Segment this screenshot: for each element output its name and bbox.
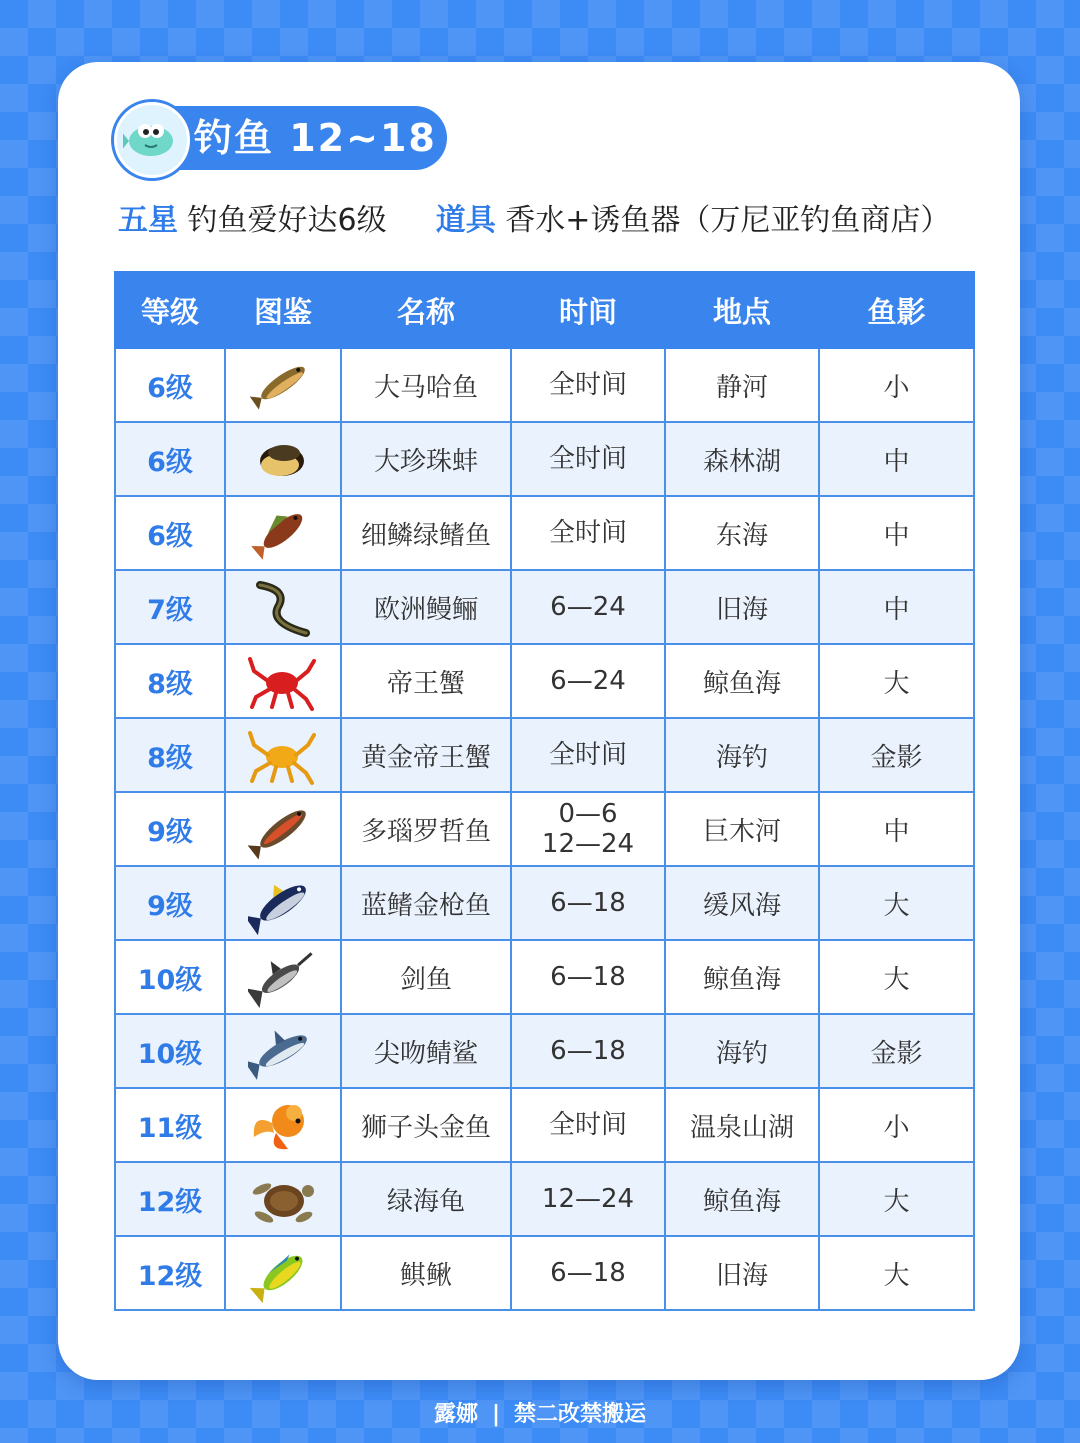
place-cell: 东海 bbox=[665, 496, 819, 570]
mahi-mahi-fish-icon bbox=[248, 1241, 318, 1305]
fish-name-cell: 尖吻鲭鲨 bbox=[341, 1014, 511, 1088]
place-cell: 缓风海 bbox=[665, 866, 819, 940]
table-row bbox=[115, 644, 974, 718]
place-cell: 鲸鱼海 bbox=[665, 940, 819, 1014]
table-row bbox=[115, 1088, 974, 1162]
icon-cell bbox=[225, 940, 341, 1014]
time-cell bbox=[511, 1088, 665, 1162]
fish-name-cell: 剑鱼 bbox=[341, 940, 511, 1014]
requirements-line bbox=[118, 198, 950, 244]
icon-cell bbox=[225, 496, 341, 570]
time-range: 全时间 bbox=[548, 1110, 627, 1140]
place-cell: 旧海 bbox=[665, 1236, 819, 1310]
time-cell bbox=[511, 422, 665, 496]
fish-name-cell: 细鳞绿鳍鱼 bbox=[341, 496, 511, 570]
time-range: 12—24 bbox=[541, 1184, 635, 1214]
shadow-size-cell: 大 bbox=[819, 866, 974, 940]
salmon-fish-icon bbox=[248, 353, 318, 417]
time-range: 全时间 bbox=[548, 370, 627, 400]
table-row bbox=[115, 792, 974, 866]
level-cell: 9级 bbox=[115, 792, 225, 866]
time-cell bbox=[511, 1162, 665, 1236]
icon-cell bbox=[225, 718, 341, 792]
table-row bbox=[115, 422, 974, 496]
footer bbox=[0, 1398, 1080, 1432]
shadow-size-cell: 大 bbox=[819, 1162, 974, 1236]
fish-name-cell: 狮子头金鱼 bbox=[341, 1088, 511, 1162]
shadow-size-cell: 中 bbox=[819, 496, 974, 570]
icon-cell bbox=[225, 792, 341, 866]
shadow-size-cell: 中 bbox=[819, 792, 974, 866]
time-range: 12—24 bbox=[541, 829, 635, 859]
place-cell: 鲸鱼海 bbox=[665, 644, 819, 718]
green-sea-turtle-icon bbox=[248, 1167, 318, 1231]
shadow-size-cell: 小 bbox=[819, 348, 974, 422]
star-label: 五星 bbox=[118, 203, 178, 238]
place-cell: 静河 bbox=[665, 348, 819, 422]
level-cell: 6级 bbox=[115, 422, 225, 496]
time-range: 全时间 bbox=[548, 444, 627, 474]
golden-king-crab-icon bbox=[248, 723, 318, 787]
icon-cell bbox=[225, 1236, 341, 1310]
time-cell bbox=[511, 570, 665, 644]
level-cell: 6级 bbox=[115, 348, 225, 422]
copyright-notice: 禁二改禁搬运 bbox=[514, 1402, 647, 1427]
footer-separator: | bbox=[491, 1402, 501, 1427]
table-header-row bbox=[115, 272, 974, 348]
bluefin-tuna-icon bbox=[248, 871, 318, 935]
time-range: 全时间 bbox=[548, 740, 627, 770]
level-cell: 10级 bbox=[115, 940, 225, 1014]
fish-table bbox=[114, 271, 975, 1311]
time-cell bbox=[511, 940, 665, 1014]
header-time: 时间 bbox=[511, 272, 665, 348]
time-cell bbox=[511, 644, 665, 718]
header-level: 等级 bbox=[115, 272, 225, 348]
icon-cell bbox=[225, 1088, 341, 1162]
table-row bbox=[115, 1162, 974, 1236]
swordfish-icon bbox=[248, 945, 318, 1009]
fish-name-cell: 绿海龟 bbox=[341, 1162, 511, 1236]
fish-name-cell: 多瑙罗哲鱼 bbox=[341, 792, 511, 866]
level-cell: 8级 bbox=[115, 644, 225, 718]
table-row bbox=[115, 866, 974, 940]
place-cell: 海钓 bbox=[665, 718, 819, 792]
table-row bbox=[115, 496, 974, 570]
header-place: 地点 bbox=[665, 272, 819, 348]
time-range: 6—18 bbox=[550, 1036, 626, 1066]
level-cell: 8级 bbox=[115, 718, 225, 792]
author-name: 露娜 bbox=[433, 1402, 478, 1427]
icon-cell bbox=[225, 866, 341, 940]
level-cell: 10级 bbox=[115, 1014, 225, 1088]
table-row bbox=[115, 940, 974, 1014]
fish-name-cell: 大珍珠蚌 bbox=[341, 422, 511, 496]
giant-pearl-mussel-icon bbox=[248, 427, 318, 491]
shadow-size-cell: 大 bbox=[819, 1236, 974, 1310]
level-cell: 11级 bbox=[115, 1088, 225, 1162]
red-king-crab-icon bbox=[248, 649, 318, 713]
time-cell bbox=[511, 348, 665, 422]
time-range: 6—24 bbox=[550, 666, 626, 696]
time-range: 全时间 bbox=[548, 518, 627, 548]
icon-cell bbox=[225, 1162, 341, 1236]
icon-cell bbox=[225, 422, 341, 496]
star-requirement: 钓鱼爱好达6级 bbox=[187, 203, 387, 238]
fish-name-cell: 帝王蟹 bbox=[341, 644, 511, 718]
page-title: 钓鱼 12~18 bbox=[194, 116, 437, 160]
header-icon: 图鉴 bbox=[225, 272, 341, 348]
fish-name-cell: 蓝鳍金枪鱼 bbox=[341, 866, 511, 940]
table-row bbox=[115, 1236, 974, 1310]
time-cell bbox=[511, 496, 665, 570]
place-cell: 海钓 bbox=[665, 1014, 819, 1088]
icon-cell bbox=[225, 1014, 341, 1088]
fish-name-cell: 黄金帝王蟹 bbox=[341, 718, 511, 792]
tool-requirement: 香水+诱鱼器（万尼亚钓鱼商店） bbox=[505, 203, 951, 238]
fish-name-cell: 大马哈鱼 bbox=[341, 348, 511, 422]
icon-cell bbox=[225, 570, 341, 644]
greenling-fish-icon bbox=[248, 501, 318, 565]
shadow-size-cell: 大 bbox=[819, 644, 974, 718]
table-row bbox=[115, 570, 974, 644]
place-cell: 鲸鱼海 bbox=[665, 1162, 819, 1236]
header-name: 名称 bbox=[341, 272, 511, 348]
level-cell: 9级 bbox=[115, 866, 225, 940]
mako-shark-icon bbox=[248, 1019, 318, 1083]
shadow-size-cell: 大 bbox=[819, 940, 974, 1014]
time-cell bbox=[511, 1236, 665, 1310]
icon-cell bbox=[225, 348, 341, 422]
place-cell: 旧海 bbox=[665, 570, 819, 644]
time-range: 6—18 bbox=[550, 962, 626, 992]
place-cell: 森林湖 bbox=[665, 422, 819, 496]
time-cell bbox=[511, 1014, 665, 1088]
table-row bbox=[115, 348, 974, 422]
icon-cell bbox=[225, 644, 341, 718]
time-cell bbox=[511, 792, 665, 866]
level-cell: 6级 bbox=[115, 496, 225, 570]
lionhead-goldfish-icon bbox=[248, 1093, 318, 1157]
header-shadow: 鱼影 bbox=[819, 272, 974, 348]
fish-mascot-icon bbox=[114, 102, 190, 178]
shadow-size-cell: 金影 bbox=[819, 1014, 974, 1088]
level-cell: 12级 bbox=[115, 1162, 225, 1236]
time-range: 6—18 bbox=[550, 1258, 626, 1288]
place-cell: 温泉山湖 bbox=[665, 1088, 819, 1162]
place-cell: 巨木河 bbox=[665, 792, 819, 866]
shadow-size-cell: 中 bbox=[819, 570, 974, 644]
tool-label: 道具 bbox=[435, 203, 496, 238]
trout-fish-icon bbox=[248, 797, 318, 861]
time-cell bbox=[511, 718, 665, 792]
level-cell: 7级 bbox=[115, 570, 225, 644]
time-range: 6—18 bbox=[550, 888, 626, 918]
fish-name-cell: 欧洲鳗鲡 bbox=[341, 570, 511, 644]
level-cell: 12级 bbox=[115, 1236, 225, 1310]
table-row bbox=[115, 718, 974, 792]
fish-name-cell: 鲯鳅 bbox=[341, 1236, 511, 1310]
shadow-size-cell: 中 bbox=[819, 422, 974, 496]
time-cell bbox=[511, 866, 665, 940]
shadow-size-cell: 小 bbox=[819, 1088, 974, 1162]
table-row bbox=[115, 1014, 974, 1088]
time-range: 6—24 bbox=[550, 592, 626, 622]
shadow-size-cell: 金影 bbox=[819, 718, 974, 792]
eel-icon bbox=[248, 575, 318, 639]
time-range: 0—6 bbox=[558, 799, 618, 829]
